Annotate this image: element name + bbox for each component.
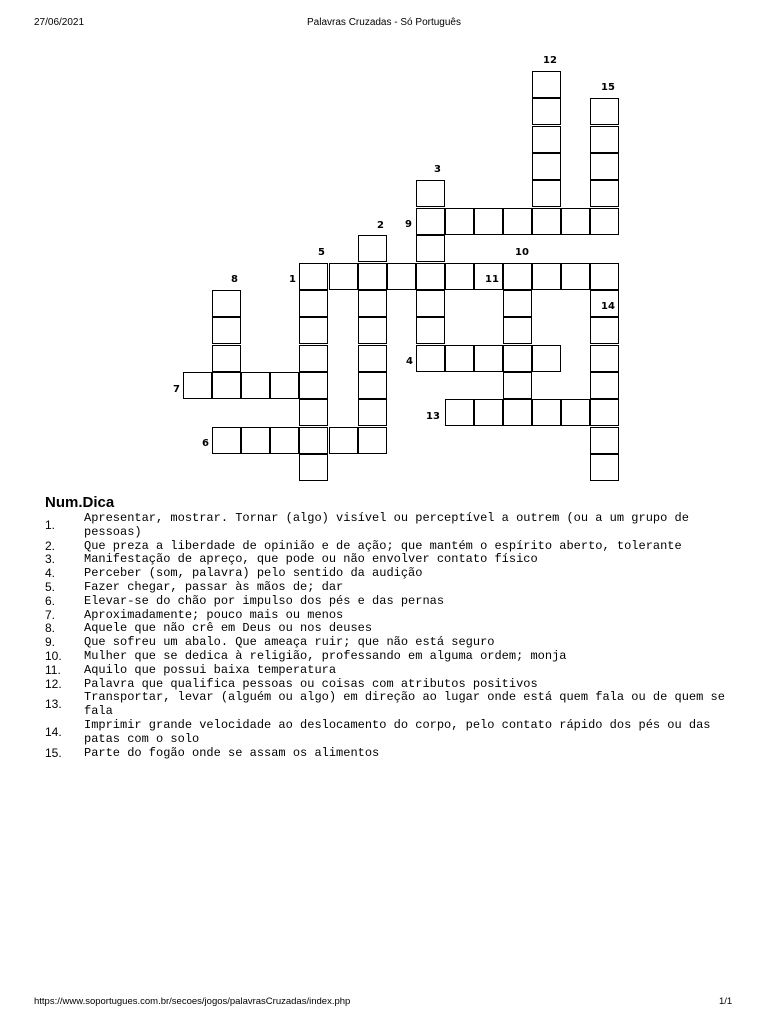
crossword-cell [212,372,241,399]
clue-number-label: 7 [173,384,180,395]
clue-number-label: 9 [405,219,412,230]
crossword-cell [590,454,619,481]
crossword-cell [532,71,561,98]
crossword-cell [474,345,503,372]
crossword-cell [474,399,503,426]
clue-text: Elevar-se do chão por impulso dos pés e das pernas [84,593,445,608]
crossword-cell [532,98,561,125]
clue-text: Que sofreu um abalo. Que ameaça ruir; que não está seguro [84,635,495,650]
crossword-cell [299,290,328,317]
clue-item [45,567,725,581]
crossword-cell [358,345,387,372]
clue-text: Parte do fogão onde se assam os alimentos [84,745,380,760]
clue-number: 5. [45,579,56,594]
clue-number-label: 10 [515,247,529,258]
clue-number-label: 3 [434,164,441,175]
clue-number: 11. [45,662,61,677]
crossword-cell [212,290,241,317]
clue-item [45,664,725,678]
crossword-cell [416,235,445,262]
clue-number: 14. [45,724,62,739]
crossword-cell [212,317,241,344]
clue-text: Aquele que não crê em Deus ou nos deuses [84,621,373,636]
crossword-cell [358,372,387,399]
clue-item [45,581,725,595]
crossword-cell [299,345,328,372]
crossword-cell [299,454,328,481]
crossword-cell [299,399,328,426]
crossword-cell [299,317,328,344]
clue-text: Que preza a liberdade de opinião e de ação; que mantém o espírito aberto, tolerante [84,538,682,553]
crossword-cell [299,427,328,454]
clue-number: 10. [45,648,62,663]
clue-number: 15. [45,745,62,760]
crossword-cell [590,399,619,426]
clue-number: 6. [45,593,56,608]
clue-text: Transportar, levar (alguém ou algo) em direção ao lugar onde está quem fala ou de quem se fala [84,690,725,719]
crossword-cell [445,345,474,372]
crossword-grid [0,0,768,500]
clue-number-label: 14 [601,301,615,312]
crossword-cell [329,263,358,290]
crossword-cell [445,399,474,426]
source-url: https://www.soportugues.com.br/secoes/jogos/palavrasCruzadas/index.php [34,996,351,1007]
crossword-cell [590,372,619,399]
crossword-cell [503,345,532,372]
crossword-cell [416,180,445,207]
crossword-cell [445,208,474,235]
clue-item [45,636,725,650]
clue-number-label: 5 [318,247,325,258]
clue-number-label: 8 [231,274,238,285]
clue-number: 3. [45,552,56,567]
clue-number-label: 6 [202,438,209,449]
crossword-cell [358,290,387,317]
clue-number-label: 4 [406,356,413,367]
crossword-cell [358,235,387,262]
crossword-cell [590,126,619,153]
crossword-cell [590,317,619,344]
crossword-cell [503,317,532,344]
page-number: 1/1 [719,996,733,1007]
crossword-cell [503,372,532,399]
clue-item [45,650,725,664]
crossword-cell [416,290,445,317]
crossword-cell [503,263,532,290]
clues-header: Num.Dica [45,494,115,511]
crossword-cell [532,399,561,426]
clue-number: 2. [45,538,56,553]
clue-number-label: 11 [485,274,499,285]
page-title: Palavras Cruzadas - Só Português [307,17,461,28]
crossword-cell [590,180,619,207]
crossword-cell [474,208,503,235]
crossword-cell [590,98,619,125]
crossword-cell [358,427,387,454]
crossword-cell [503,208,532,235]
crossword-cell [503,290,532,317]
clue-text: Fazer chegar, passar às mãos de; dar [84,579,344,594]
crossword-cell [358,263,387,290]
crossword-cell [532,180,561,207]
crossword-cell [299,263,328,290]
clue-text: Palavra que qualifica pessoas ou coisas com atributos positivos [84,676,538,691]
crossword-cell [503,399,532,426]
clue-text: Imprimir grande velocidade ao deslocamento do corpo, pelo contato rápido dos pés ou das patas com o solo [84,717,711,746]
crossword-cell [299,372,328,399]
crossword-cell [590,345,619,372]
crossword-cell [212,427,241,454]
crossword-cell [416,317,445,344]
crossword-cell [387,263,416,290]
crossword-cell [270,372,299,399]
crossword-cell [561,263,590,290]
crossword-cell [358,399,387,426]
crossword-cell [532,263,561,290]
clue-item [45,678,725,692]
clue-text: Manifestação de apreço, que pode ou não envolver contato físico [84,552,538,567]
clue-item [45,691,725,719]
clue-number: 9. [45,635,56,650]
crossword-cell [561,208,590,235]
clue-item [45,595,725,609]
crossword-cell [329,427,358,454]
crossword-cell [590,263,619,290]
crossword-cell [590,427,619,454]
crossword-cell [241,427,270,454]
clue-number: 7. [45,607,56,622]
clue-item [45,622,725,636]
clue-number: 12. [45,676,62,691]
crossword-cell [532,345,561,372]
crossword-cell [358,317,387,344]
clue-item [45,553,725,567]
clue-number: 8. [45,621,56,636]
clue-text: Apresentar, mostrar. Tornar (algo) visível ou perceptível a outrem (ou a um grupo de pessoas) [84,511,689,539]
crossword-cell [590,208,619,235]
clue-number: 13. [45,697,62,712]
clue-number: 4. [45,566,56,581]
crossword-cell [561,399,590,426]
crossword-cell [416,263,445,290]
clue-number-label: 15 [601,82,615,93]
clue-number-label: 12 [543,55,557,66]
print-date: 27/06/2021 [34,17,85,28]
crossword-cell [416,345,445,372]
clue-text: Aproximadamente; pouco mais ou menos [84,607,344,622]
clue-item [45,609,725,623]
clue-item [45,540,725,554]
crossword-cell [416,208,445,235]
clue-item [45,719,725,747]
crossword-cell [270,427,299,454]
clue-text: Perceber (som, palavra) pelo sentido da audição [84,566,423,581]
clue-number: 1. [45,517,56,532]
clue-list [45,512,725,760]
crossword-cell [212,345,241,372]
clue-item [45,512,725,540]
clue-number-label: 1 [289,274,296,285]
clue-item [45,747,725,761]
clue-text: Aquilo que possui baixa temperatura [84,662,337,677]
crossword-cell [532,126,561,153]
crossword-cell [590,153,619,180]
crossword-cell [445,263,474,290]
crossword-cell [183,372,212,399]
crossword-cell [532,153,561,180]
crossword-cell [532,208,561,235]
clue-number-label: 13 [426,411,440,422]
clue-text: Mulher que se dedica à religião, professando em alguma ordem; monja [84,648,567,663]
clue-number-label: 2 [377,220,384,231]
crossword-cell [241,372,270,399]
